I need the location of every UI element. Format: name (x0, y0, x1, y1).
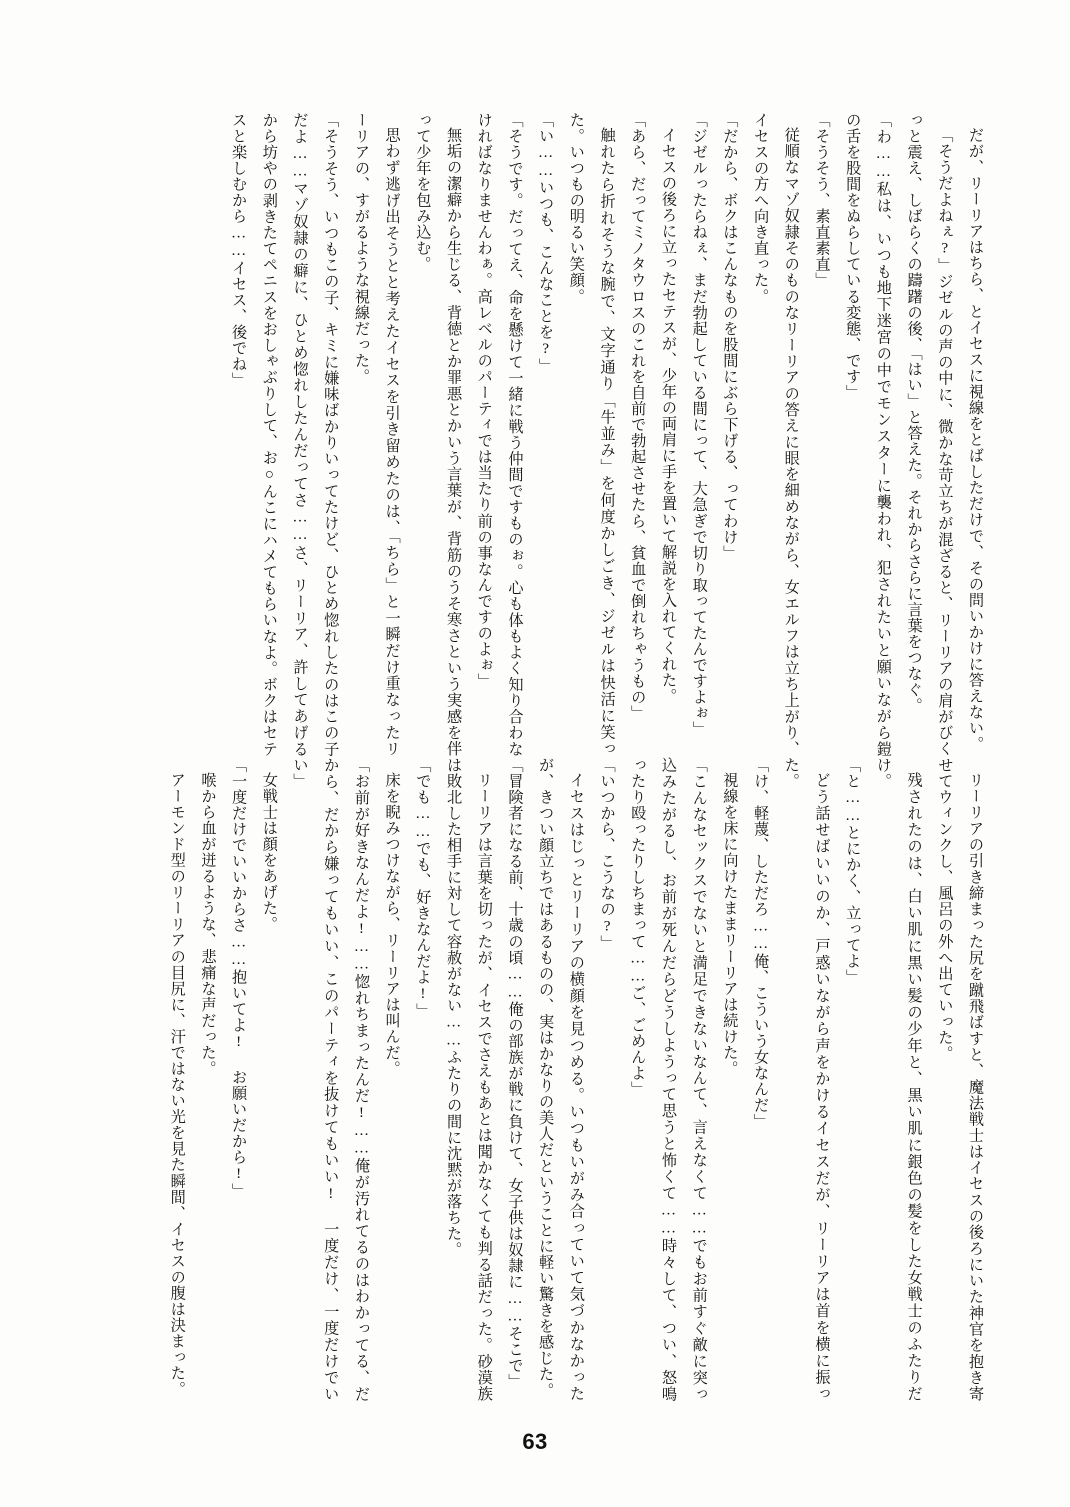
paragraph: 「お前が好きなんだよ!……惚れちまったんだ!……俺が汚れてるのはわかってる、だから、だから嫌ってもいい、このパーティを抜けてもいい! 一度だけ、一度だけでいい」 (291, 757, 370, 1402)
column-group (168, 112, 990, 1402)
paragraph: 思わず逃げ出そうとと考えたイセスを引き留めたのは、「ちら」と一瞬だけ重なったリーリアの、すがるような視線だった。 (352, 112, 401, 757)
paragraph: 「け、軽蔑、しただろ……俺、こういう女なんだ」 (752, 757, 770, 1130)
paragraph: 「そうです。だってえ、命を懸けて一緒に戦う仲間ですものぉ。心も体もよく知り合わなければなりませんわぁ。高レベルのパーティでは当たり前の事なんですのよぉ」 (475, 112, 524, 757)
paragraph: 「と……とにかく、立ってよ」 (844, 757, 862, 986)
paragraph: アーモンド型のリーリアの目尻に、汗ではない光を見た瞬間、イセスの腹は決まった。 (168, 772, 186, 1398)
paragraph: リーリアは言葉を切ったが、イセスでさえもあとは聞かなくても判る話だった。砂漠族は敗北した相手に対して容赦がない……ふたりの間に沈黙が落ちた。 (445, 757, 493, 1402)
paragraph: 「そうそう、素直素直」 (813, 112, 831, 289)
paragraph: 触れたら折れそうな腕で、文字通り「牛並み」を何度かしごき、ジゼルは快活に笑った。いつもの明るい笑顔。 (567, 112, 616, 757)
page-number: 63 (522, 1429, 548, 1454)
paragraph: 喉から血が迸るような、悲痛な声だった。 (199, 772, 217, 1077)
paragraph: 「わ……私は、いつも地下迷宮の中でモンスターに襲われ、犯されたいと願いながら鎧の舌を股間をぬらしている変態、です」 (844, 112, 892, 757)
paragraph: 「冒険者になる前、十歳の頃……俺の部族が戦に負けて、女子供は奴隷に……そこで」 (506, 757, 524, 1390)
paragraph: だが、リーリアはちら、とイセスに視線をとばしただけで、その問いかけに答えない。 (967, 127, 984, 753)
paragraph: 無垢の潔癖から生じる、背徳とか罪悪とかいう言葉が、背筋のうそ寒さという実感を伴って少年を包み込む。 (414, 112, 463, 757)
paragraph: 女戦士は顔をあげた。 (260, 772, 278, 933)
paragraph: 床を睨みつけながら、リーリアは叫んだ。 (383, 772, 401, 1077)
paragraph: 「一度だけでいいからさ……抱いてよ! お願いだから!」 (230, 757, 248, 1199)
paragraph: イセスはじっとリーリアの横顔を見つめる。いつもいがみ合っていて気づかなかったが、きつい顔立ちではあるものの、実はかなりの美人だということに軽い驚きを感じた。 (537, 757, 585, 1402)
paragraph: 「ジゼルったらねぇ、まだ勃起している間にって、大急ぎで切り取ってたんですよぉ」 (690, 112, 708, 738)
paragraph: 視線を床に向けたままリーリアは続けた。 (721, 772, 739, 1077)
paragraph: どう話せばいいのか、戸惑いながら声をかけるイセスだが、リーリアは首を横に振った。 (782, 757, 831, 1402)
paragraph: 「だから、ボクはこんなものを股間にぶら下げる、ってわけ」 (721, 112, 739, 562)
paragraph: 従順なマゾ奴隷そのものなリーリアの答えに眼を細めながら、女エルフは立ち上がり、イセスの方へ向き直った。 (752, 112, 800, 757)
paragraph: 「いつから、こうなの?」 (598, 757, 616, 952)
paragraph: リーリアの引き締まった尻を蹴飛ばすと、魔法戦士はイセスの後ろにいた神官を抱き寄せてウィンクし、風呂の外へ出ていった。 (936, 757, 984, 1402)
text-column-left (168, 757, 990, 1402)
paragraph: 「い……いつも、こんなことを?」 (537, 112, 555, 374)
paragraph: 「でも……でも、好きなんだよ!」 (414, 757, 432, 1019)
text-column-right (230, 112, 990, 757)
paragraph: 「こんなセックスでないと満足できないなんて、言えなくて……でもお前すぐ敵に突っ込みたがるし、お前が死んだらどうしようって思うと怖くて……時々して、つい、怒鳴ったり殴ったりしちまって……ご、ごめんよ」 (629, 757, 708, 1402)
paragraph: 「あら、だってミノタウロスのこれを自前で勃起させたら、貧血で倒れちゃうもの」 (629, 112, 647, 722)
paragraph: 「そうだよねぇ?」ジゼルの声の中に、微かな苛立ちが混ざると、リーリアの肩がびくっと震え、しばらくの躊躇の後、「はい」と答えた。それからさらに言葉をつなぐ。 (905, 112, 954, 757)
body-text-area (80, 112, 990, 1402)
paragraph: イセスの後ろに立ったセテスが、少年の両肩に手を置いて解説を入れてくれた。 (659, 127, 677, 705)
paragraph: 残されたのは、白い肌に黒い髪の少年と、黒い肌に銀色の髪をした女戦士のふたりだけ。 (874, 757, 923, 1402)
paragraph: 「そうそう、いつもこの子、キミに嫌味ばかりいってたけど、ひとめ惚れしたのはこの子だよ……マゾ奴隷の癖に、ひとめ惚れしたんだってさ……さ、リーリア、許してあげるから坊やの剥きたてペニスをおしゃぶりして、お○んこにハメてもらいなよ。ボクはセテスと楽しむから……イセス、後でね」 (230, 112, 340, 757)
